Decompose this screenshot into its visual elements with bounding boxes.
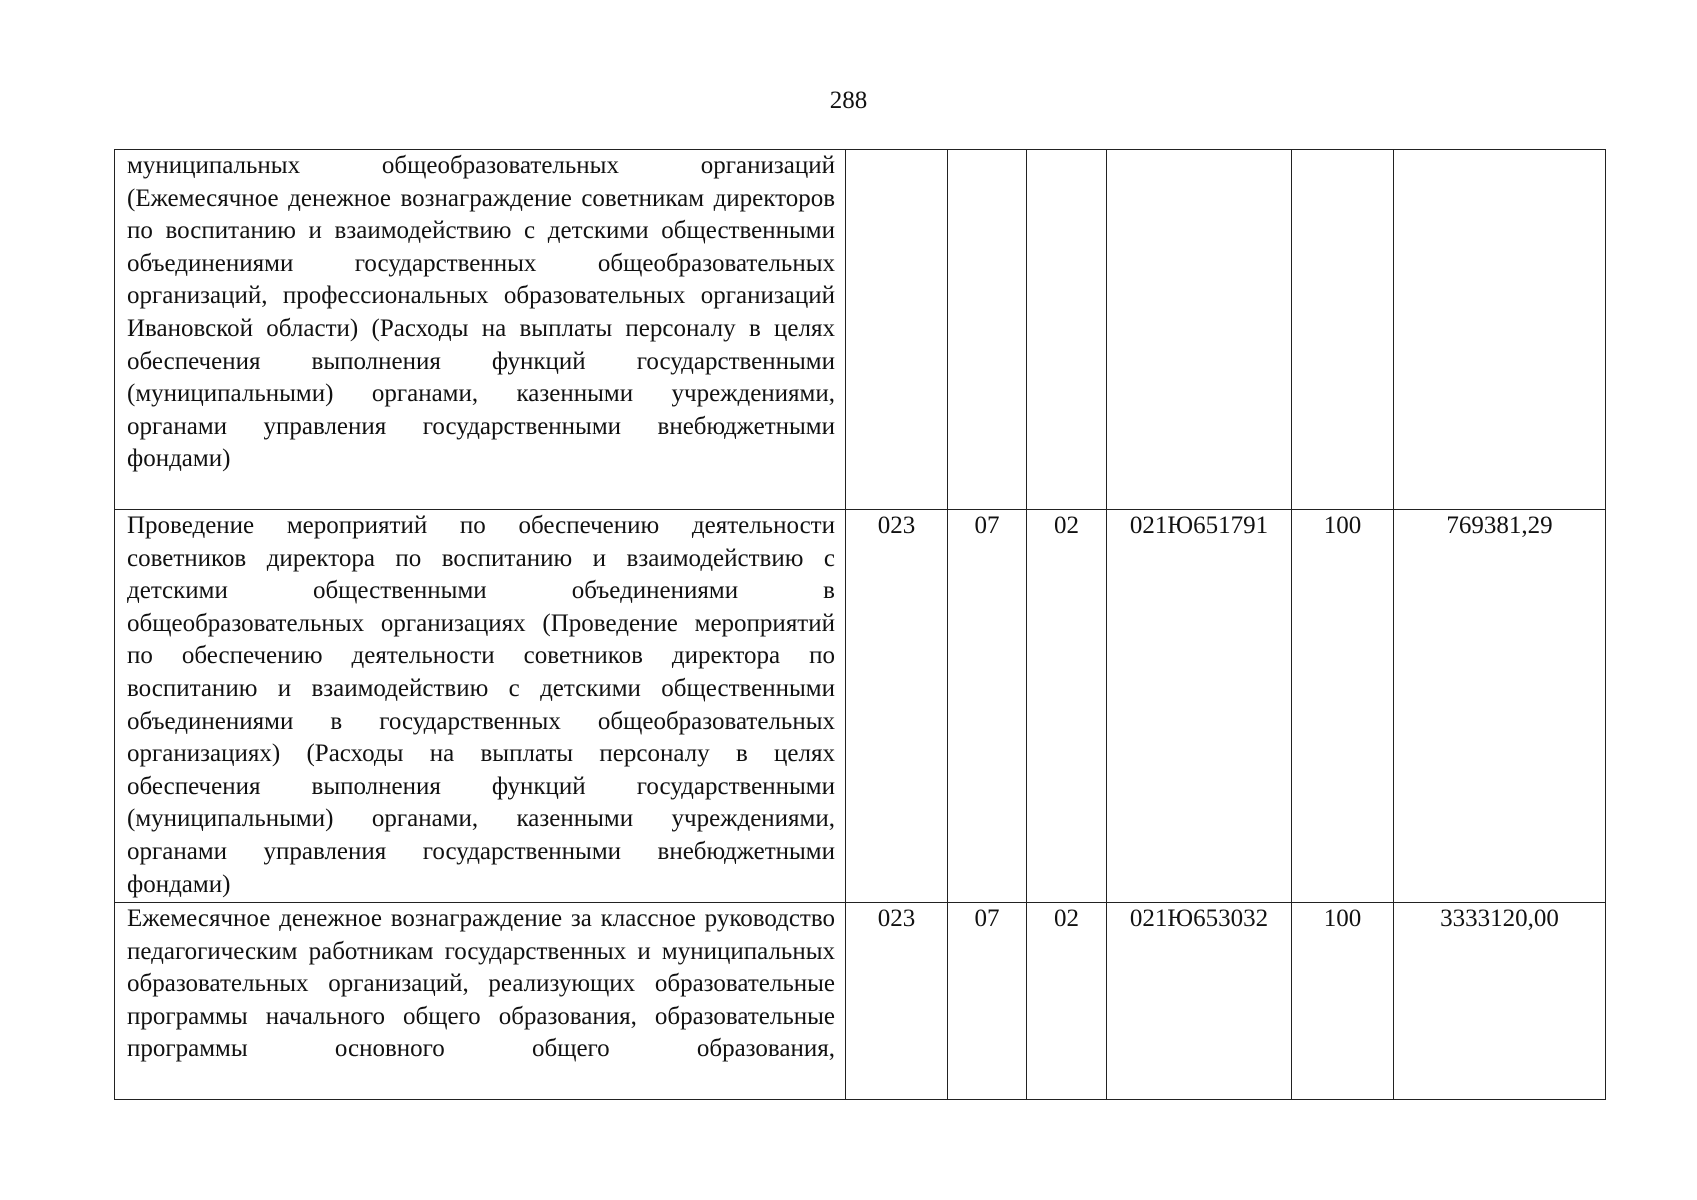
admin-code-cell: 023 [846, 510, 948, 903]
subsection-cell [1027, 150, 1107, 510]
target-article-cell: 021Ю651791 [1107, 510, 1292, 903]
table-row [115, 150, 1606, 510]
row-description: Ежемесячное денежное вознаграждение за классное руководство педагогическим работникам государственных и муниципальных образовательных организаций, реализующих образовательные программы начального общего образования, образовательные программы основного общего образования, [115, 903, 846, 1100]
table-row [115, 903, 1606, 1100]
row-description: Проведение мероприятий по обеспечению деятельности советников директора по воспитанию и взаимодействию с детскими общественными объединениями в общеобразовательных организациях (Проведение мероприятий по обеспечению деятельности советников директора по воспитанию и взаимодействию с детскими общественными объединениями в государственных общеобразовательных организациях) (Расходы на выплаты персоналу в целях обеспечения выполнения функций государственными (муниципальными) органами, казенными учреждениями, органами управления государственными внебюджетными фондами) [115, 510, 846, 903]
expense-type-cell: 100 [1292, 903, 1394, 1100]
subsection-cell: 02 [1027, 903, 1107, 1100]
section-cell: 07 [948, 903, 1027, 1100]
admin-code-cell: 023 [846, 903, 948, 1100]
amount-cell [1394, 150, 1606, 510]
page-number: 288 [829, 87, 868, 114]
amount-cell: 769381,29 [1394, 510, 1606, 903]
admin-code-cell [846, 150, 948, 510]
section-cell [948, 150, 1027, 510]
section-cell: 07 [948, 510, 1027, 903]
table-row [115, 510, 1606, 903]
budget-table [114, 149, 1606, 1100]
row-description: муниципальных общеобразовательных организаций (Ежемесячное денежное вознаграждение советникам директоров по воспитанию и взаимодействию с детскими общественными объединениями государственных общеобразовательных организаций, профессиональных образовательных организаций Ивановской области) (Расходы на выплаты персоналу в целях обеспечения выполнения функций государственными (муниципальными) органами, казенными учреждениями, органами управления государственными внебюджетными фондами) [115, 150, 846, 510]
expense-type-cell [1292, 150, 1394, 510]
subsection-cell: 02 [1027, 510, 1107, 903]
amount-cell: 3333120,00 [1394, 903, 1606, 1100]
expense-type-cell: 100 [1292, 510, 1394, 903]
target-article-cell: 021Ю653032 [1107, 903, 1292, 1100]
target-article-cell [1107, 150, 1292, 510]
